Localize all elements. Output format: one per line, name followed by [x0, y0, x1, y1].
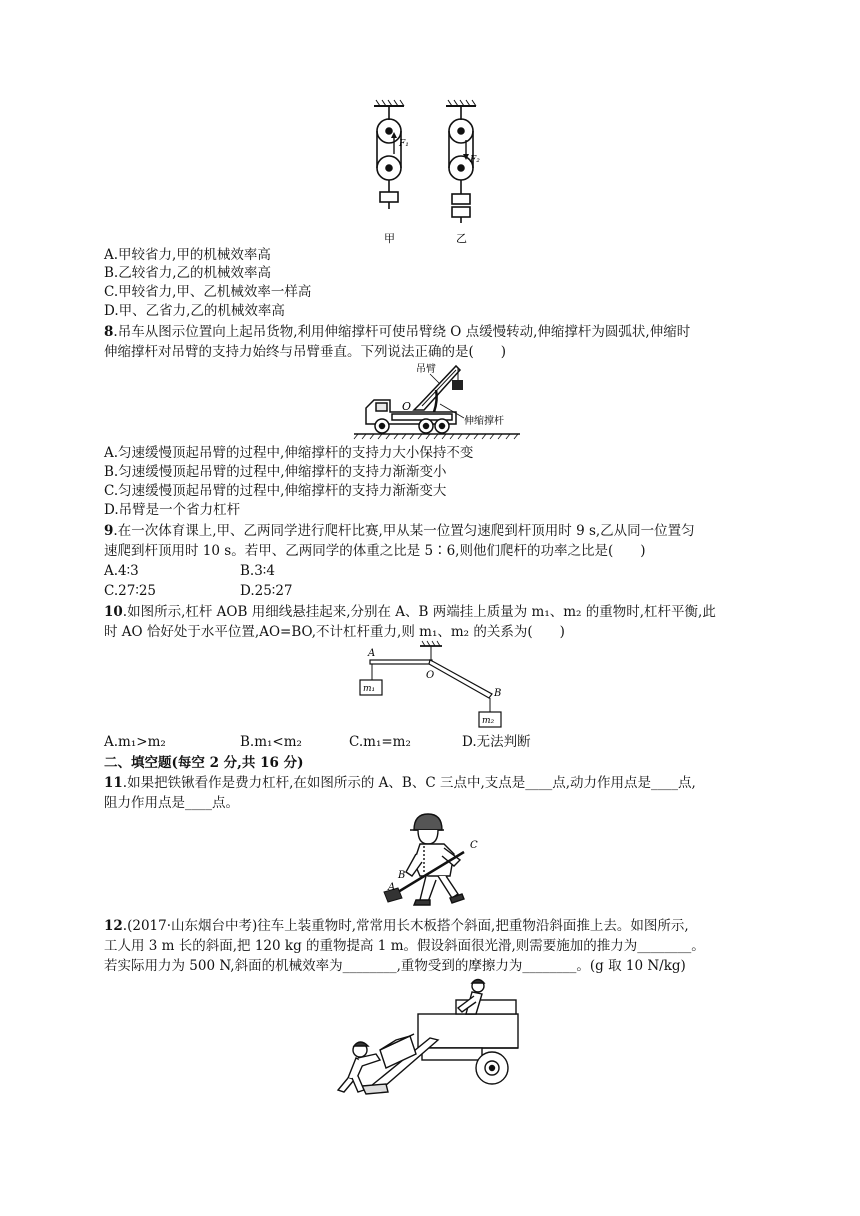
q10-option-b: B.m₁<m₂	[240, 734, 302, 750]
q9-option-c: C.27∶25	[104, 583, 157, 599]
q11-stem-line2: 阻力作用点是____点。	[104, 795, 239, 811]
q8-stem-line2: 伸缩撑杆对吊臂的支持力始终与吊臂垂直。下列说法正确的是( )	[104, 344, 507, 360]
crane-arm-label: 吊臂	[416, 364, 436, 375]
q8-option-c: C.匀速缓慢顶起吊臂的过程中,伸缩撑杆的支持力渐渐变大	[104, 483, 447, 499]
lever-label-b: B	[494, 688, 502, 699]
lever-label-m1: m₁	[363, 684, 376, 694]
label-f2: F₂	[470, 155, 480, 165]
section2-title: 二、填空题(每空 2 分,共 16 分)	[104, 755, 304, 771]
q9-stem-line1: 9.在一次体育课上,甲、乙两同学进行爬杆比赛,甲从某一位置匀速爬到杆顶用时 9 s,乙从同一位置匀	[104, 523, 695, 539]
q11-number: 11	[104, 775, 123, 791]
q12-number: 12	[104, 918, 123, 934]
q12-stem-line2: 工人用 3 m 长的斜面,把 120 kg 的重物提高 1 m。假设斜面很光滑,则需要施加的推力为________。	[104, 938, 705, 954]
q10-stem-line2: 时 AO 恰好处于水平位置,AO=BO,不计杠杆重力,则 m₁、m₂ 的关系为( )	[104, 624, 565, 640]
q10-stem-line1: 10.如图所示,杠杆 AOB 用细线悬挂起来,分别在 A、B 两端挂上质量为 m₁、m₂ 的重物时,杠杆平衡,此	[104, 604, 716, 620]
shovel-label-b: B	[398, 870, 406, 881]
incline-figure	[326, 974, 526, 1096]
q10-option-c: C.m₁=m₂	[349, 734, 411, 750]
lever-label-a: A	[368, 648, 376, 659]
crane-strut-label: 伸缩撑杆	[464, 416, 504, 427]
shovel-figure	[380, 810, 490, 910]
crane-figure	[352, 360, 522, 440]
q11-stem-line1: 11.如果把铁锹看作是费力杠杆,在如图所示的 A、B、C 三点中,支点是____点,动力作用点是____点,	[104, 775, 696, 791]
pulley-figure	[360, 96, 500, 251]
lever-figure	[352, 640, 512, 732]
q12-stem-line1: 12.(2017·山东烟台中考)往车上装重物时,常常用长木板搭个斜面,把重物沿斜面推上去。如图所示,	[104, 918, 689, 934]
lever-label-m2: m₂	[482, 716, 495, 726]
crane-pivot-label: O	[402, 400, 412, 413]
q8-stem-line1: 8.吊车从图示位置向上起吊货物,利用伸缩撑杆可使吊臂绕 O 点缓慢转动,伸缩撑杆为圆弧状,伸缩时	[104, 324, 691, 340]
label-f1: F₁	[399, 139, 409, 149]
q8-option-b: B.匀速缓慢顶起吊臂的过程中,伸缩撑杆的支持力渐渐变小	[104, 464, 447, 480]
q9-option-d: D.25∶27	[240, 583, 293, 599]
q9-stem-line2: 速爬到杆顶用时 10 s。若甲、乙两同学的体重之比是 5∶6,则他们爬杆的功率之比是( )	[104, 543, 646, 559]
q7-option-d: D.甲、乙省力,乙的机械效率高	[104, 303, 285, 319]
lever-label-o: O	[426, 670, 435, 681]
q12-stem-line3: 若实际用力为 500 N,斜面的机械效率为________,重物受到的摩擦力为________。(g 取 10 N/kg)	[104, 958, 686, 974]
q10-option-d: D.无法判断	[462, 734, 531, 750]
q10-number: 10	[104, 604, 123, 620]
q7-option-a: A.甲较省力,甲的机械效率高	[104, 247, 271, 263]
q8-option-d: D.吊臂是一个省力杠杆	[104, 502, 241, 518]
q9-option-a: A.4∶3	[104, 563, 139, 579]
q7-option-c: C.甲较省力,甲、乙机械效率一样高	[104, 284, 312, 300]
q9-option-b: B.3∶4	[240, 563, 275, 579]
q7-option-b: B.乙较省力,乙的机械效率高	[104, 265, 272, 281]
label-jia: 甲	[384, 232, 395, 245]
shovel-label-a: A	[388, 882, 396, 893]
q8-option-a: A.匀速缓慢顶起吊臂的过程中,伸缩撑杆的支持力大小保持不变	[104, 445, 474, 461]
q9-number: 9	[104, 523, 114, 539]
label-yi: 乙	[456, 232, 467, 245]
q10-option-a: A.m₁>m₂	[104, 734, 166, 750]
shovel-label-c: C	[470, 840, 478, 851]
q8-number: 8	[104, 324, 114, 340]
